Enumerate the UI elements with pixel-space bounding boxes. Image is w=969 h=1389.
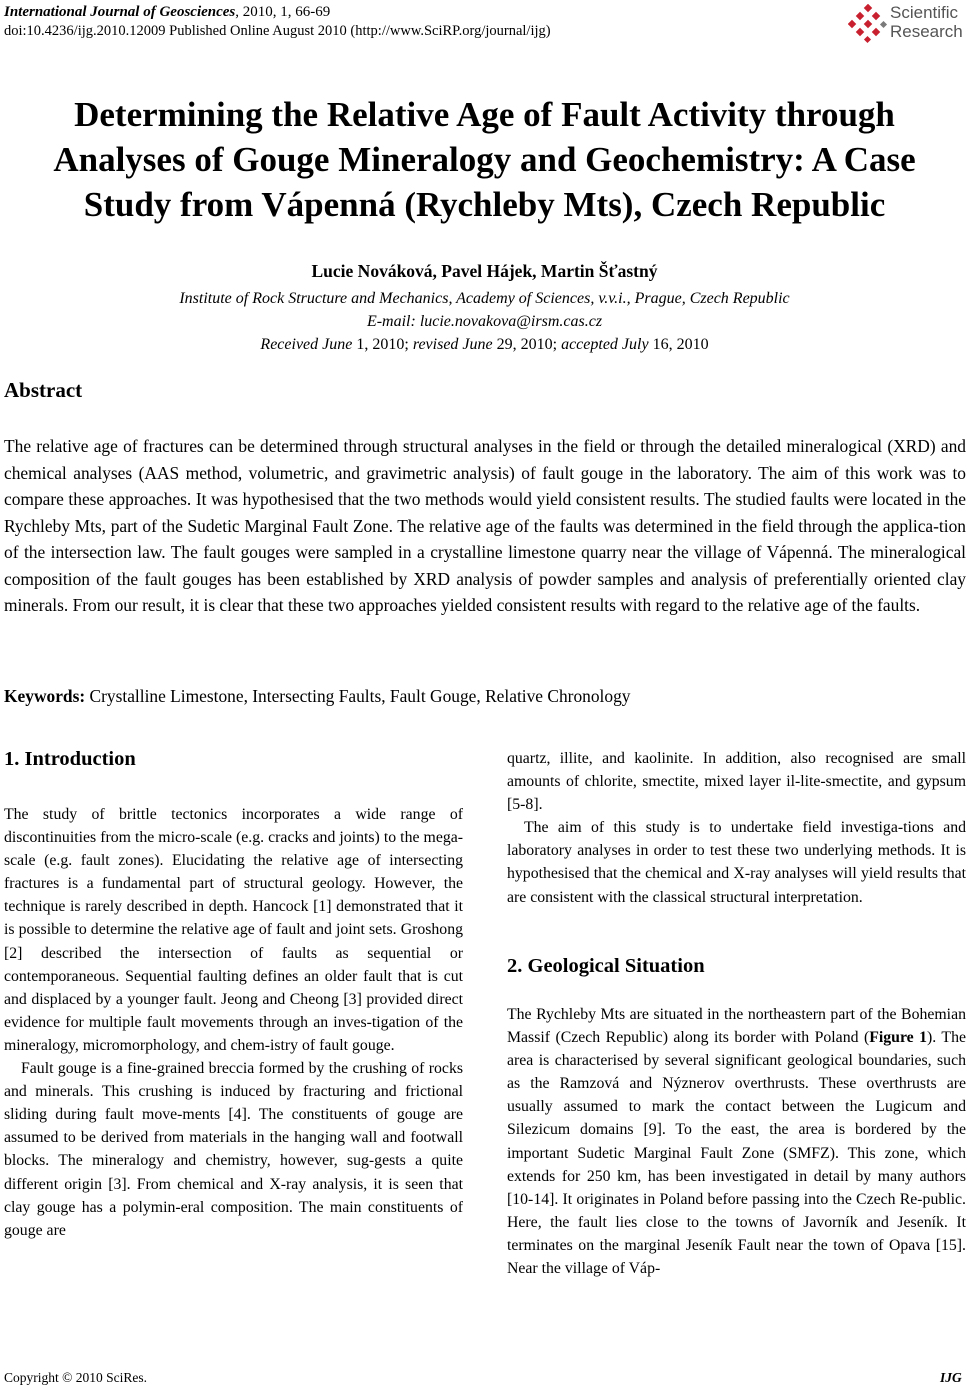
journal-header — [4, 3, 551, 41]
keywords-text: Crystalline Limestone, Intersecting Faults, Fault Gouge, Relative Chronology — [85, 686, 631, 706]
geology-text-a: The Rychleby Mts are situated in the northeastern part of the Bohemian Massif (Czech Republic) along its border with Poland ( — [507, 1006, 966, 1047]
journal-citation: , 2010, 1, 66-69 — [235, 4, 331, 20]
scirp-logo — [848, 2, 969, 46]
abstract-text: The relative age of fractures can be determined through structural analyses in the field or through the detailed mineralogical (XRD) and chemical analyses (AAS method, volumetric, and gravimetric analysis) of fault gouge in the laboratory. The aim of this work was to compare these approaches. It was hypothesised that the two methods would yield consistent results. The studied faults were located in the Rychleby Mts, part of the Sudetic Marginal Fault Zone. The relative age of the faults was determined in the field through the applica-tion of the intersection law. The fault gouges were sampled in a crystalline limestone quarry near the village of Vápenná. The mineralogical composition of the fault gouges has been established by XRD analysis of powder samples and analysis of preferentially oriented clay minerals. From our result, it is clear that these two approaches yielded consistent results with regard to the relative age of the faults. — [4, 436, 966, 615]
section-heading-introduction: 1. Introduction — [4, 748, 136, 770]
dates-line — [0, 333, 969, 356]
paper-title — [0, 92, 969, 227]
keywords — [4, 686, 630, 707]
section-heading-geological: 2. Geological Situation — [507, 955, 705, 977]
received-label: Received June — [260, 336, 353, 353]
revised-date: 29, 2010; — [492, 336, 562, 353]
intro-paragraph-2: Fault gouge is a fine-grained breccia formed by the crushing of rocks and minerals. This crushing is induced by fracturing and frictional sliding during fault move-ments [4]. The constituents of gouge are assumed to be derived from materials in the hanging wall and footwall blocks. The mineralogy and chemistry, however, sug-gests a quite different origin [3]. From chemical and X-ray analysis, it is seen that clay gouge has a polymin-eral composition. The main constituents of gouge are — [4, 1060, 463, 1239]
logo-icon — [848, 4, 888, 44]
abstract-heading: Abstract — [4, 378, 83, 402]
email-line — [0, 310, 969, 333]
footer-journal: IJG — [940, 1370, 962, 1385]
affiliation: Institute of Rock Structure and Mechanics, Academy of Sciences, v.v.i., Prague, Czech Republic — [179, 290, 790, 307]
title-line3: Study from Vápenná (Rychleby Mts), Czech Republic — [83, 185, 886, 224]
received-date: 1, 2010; — [352, 336, 413, 353]
accepted-label: accepted July — [561, 336, 649, 353]
right-column-top — [507, 747, 966, 909]
email-label: E-mail — [366, 313, 411, 330]
accepted-date: 16, 2010 — [648, 336, 709, 353]
right-column-bottom — [507, 1003, 966, 1280]
intro-paragraph-1: The study of brittle tectonics incorporates a wide range of discontinuities from the micro-scale (e.g. cracks and joints) to the mega-scale (e.g. fault zones). Elucidating the relative age of intersecting fractures is a fundamental part of structural geology. However, the technique is rarely described in depth. Hancock [1] demonstrated that it is possible to determine the relative age of fault and joint sets. Groshong [2] described the intersection of faults as sequential or contemporaneous. Sequential faulting defines an older fault that is cut and displaced by a younger fault. Jeong and Cheong [3] provided direct evidence for multiple fault movements through an inves-tigation of the mineralogy, micromorphology, and chem-istry of fault gouge. — [4, 806, 463, 1054]
email-address[interactable]: : lucie.novakova@irsm.cas.cz — [410, 313, 603, 330]
left-column — [4, 803, 463, 1242]
journal-name: International Journal of Geosciences — [4, 4, 236, 20]
logo-text — [890, 3, 963, 41]
doi-line: doi:10.4236/ijg.2010.12009 Published Online August 2010 (http://www.SciRP.org/journal/ijg) — [4, 23, 551, 39]
geology-text-b: ). The area is characterised by several significant geological boundaries, such as the Ramzová and Nýznerov overthrusts. These overthrusts are usually assumed to mark the contact between the Lugicum and Silezicum domains [9]. To the east, the area is bordered by the important Sudetic Marginal Fault Zone (SMFZ). This zone, which extends for 250 km, has been investigated in detail by many authors [10-14]. It originates in Poland before passing into the Czech Re-public. Here, the fault lies close to the towns of Javorník and Jeseník. It terminates on the marginal Jeseník Fault near the town of Opava [15]. Near the village of Váp- — [507, 1029, 966, 1278]
geology-paragraph-1 — [507, 1003, 966, 1280]
footer-copyright: Copyright © 2010 SciRes. — [4, 1370, 148, 1385]
title-line2: Analyses of Gouge Mineralogy and Geochemistry: A Case — [53, 140, 916, 179]
keywords-label: Keywords: — [4, 686, 86, 706]
title-line1: Determining the Relative Age of Fault Activity through — [74, 95, 895, 134]
revised-label: revised June — [412, 336, 493, 353]
intro-paragraph-4: The aim of this study is to undertake field investiga-tions and laboratory analyses in order to test these two underlying methods. It is hypothesised that the chemical and X-ray analyses will yield results that are consistent with the classical structural interpretation. — [507, 819, 966, 906]
logo-line2: Research — [890, 22, 963, 41]
logo-line1: Scientific — [890, 3, 959, 22]
intro-paragraph-3: quartz, illite, and kaolinite. In addition, also recognised are small amounts of chlorite, smectite, mixed layer il-lite-smectite, and gypsum [5-8]. — [507, 750, 966, 814]
affiliation-block — [0, 287, 969, 356]
figure-1-reference[interactable]: Figure 1 — [869, 1029, 928, 1047]
authors: Lucie Nováková, Pavel Hájek, Martin Šťastný — [311, 261, 658, 281]
